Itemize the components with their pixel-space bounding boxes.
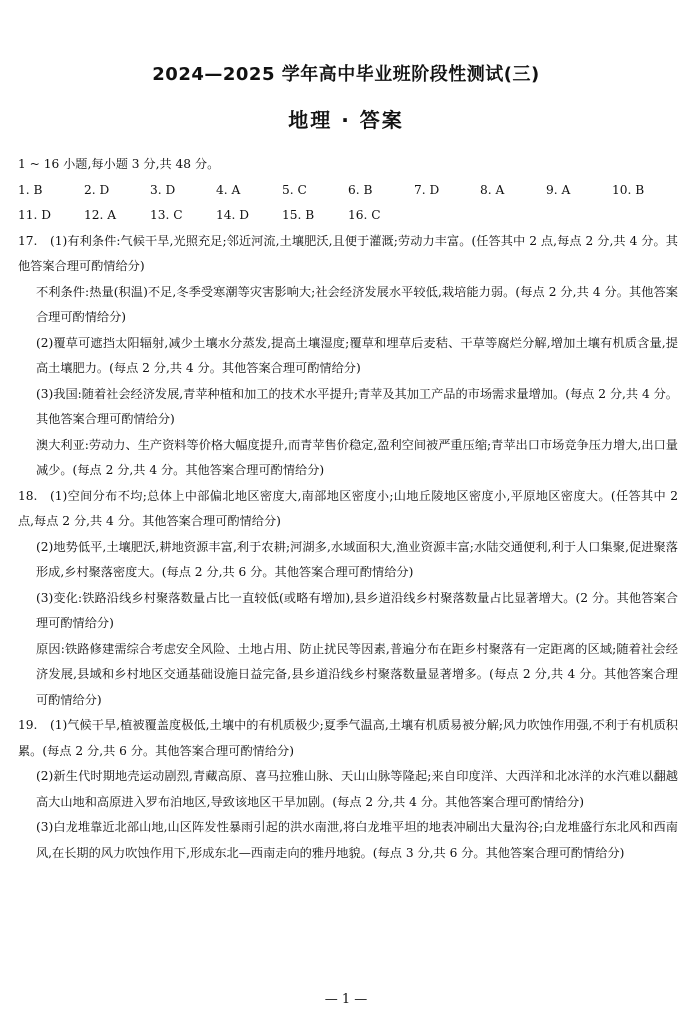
answer-content (18, 152, 678, 866)
question-17 (18, 229, 678, 484)
mc-intro: 1 ~ 16 小题,每小题 3 分,共 48 分。 (18, 157, 220, 171)
mc-answer-grid (18, 178, 678, 229)
question-19-part-2: (2)新生代时期地壳运动剧烈,青藏高原、喜马拉雅山脉、天山山脉等隆起;来自印度洋、大西洋和北冰洋的水汽难以翻越高大山地和高原进入罗布泊地区,导致该地区干旱加剧。(每点 2 分,共 4 分。其他答案合理可酌情给分) (36, 769, 678, 809)
mc-answer: 14. D (216, 208, 250, 222)
mc-answer: 13. C (150, 208, 183, 222)
question-17-part-2: (2)覆草可遮挡太阳辐射,减少土壤水分蒸发,提高土壤湿度;覆草和埋草后麦秸、干草等腐烂分解,增加土壤有机质含量,提高土壤肥力。(每点 2 分,共 4 分。其他答案合理可酌情给分) (36, 335, 678, 375)
mc-answer: 10. B (612, 182, 645, 197)
mc-answer: 9. A (546, 182, 571, 197)
page-number: — 1 — (324, 992, 368, 1007)
page-title: 2024—2025 学年高中毕业班阶段性测试(三) (152, 64, 540, 85)
page-subtitle: 地理 · 答案 (288, 108, 404, 132)
mc-answer: 1. B (18, 182, 43, 197)
mc-answer: 15. B (282, 208, 315, 222)
mc-answer: 11. D (18, 208, 52, 222)
question-18-part-1 (18, 484, 678, 535)
question-number: 17. (18, 233, 38, 248)
mc-answer: 12. A (84, 208, 117, 222)
answer-text: (1)空间分布不均;总体上中部偏北地区密度大,南部地区密度小;山地丘陵地区密度小,平原地区密度大。(任答其中 2 点,每点 2 分,共 4 分。其他答案合理可酌情给分) (18, 488, 678, 528)
question-18-part-2: (2)地势低平,土壤肥沃,耕地资源丰富,利于农耕;河湖多,水域面积大,渔业资源丰富;水陆交通便利,利于人口集聚,促进聚落形成,乡村聚落密度大。(每点 2 分,共 6 分。其他答案合理可酌情给分) (36, 539, 678, 579)
mc-answer: 2. D (84, 182, 110, 197)
mc-answer: 6. B (348, 182, 373, 197)
question-17-disadvantages: 不利条件:热量(积温)不足,冬季受寒潮等灾害影响大;社会经济发展水平较低,栽培能力弱。(每点 2 分,共 4 分。其他答案合理可酌情给分) (36, 284, 678, 324)
question-18 (18, 484, 678, 714)
question-17-part-3-australia: 澳大利亚:劳动力、生产资料等价格大幅度提升,而青苹售价稳定,盈利空间被严重压缩;青苹出口市场竞争压力增大,出口量减少。(每点 2 分,共 4 分。其他答案合理可酌情给分) (36, 437, 678, 477)
question-17-part-3-china: (3)我国:随着社会经济发展,青苹种植和加工的技术水平提升;青苹及其加工产品的市场需求量增加。(每点 2 分,共 4 分。其他答案合理可酌情给分) (36, 386, 678, 426)
question-19-part-1 (18, 713, 678, 764)
answer-text: (1)气候干旱,植被覆盖度极低,土壤中的有机质极少;夏季气温高,土壤有机质易被分解;风力吹蚀作用强,不利于有机质积累。(每点 2 分,共 6 分。其他答案合理可酌情给分) (18, 718, 678, 758)
mc-answer: 8. A (480, 182, 505, 197)
mc-answer: 16. C (348, 208, 381, 222)
question-19-part-3: (3)白龙堆靠近北部山地,山区阵发性暴雨引起的洪水南泄,将白龙堆平坦的地表冲刷出大量沟谷;白龙堆盛行东北风和西南风,在长期的风力吹蚀作用下,形成东北—西南走向的雅丹地貌。(每点 3 分,共 6 分。其他答案合理可酌情给分) (36, 820, 678, 860)
mc-answer: 4. A (216, 182, 241, 197)
mc-answer: 7. D (414, 182, 440, 197)
question-18-part-3-reason: 原因:铁路修建需综合考虑安全风险、土地占用、防止扰民等因素,普遍分布在距乡村聚落有一定距离的区域;随着社会经济发展,县域和乡村地区交通基础设施日益完备,县乡道沿线乡村聚落数量显著增多。(每点 2 分,共 4 分。其他答案合理可酌情给分) (36, 641, 678, 707)
question-19 (18, 713, 678, 866)
question-18-part-3-change: (3)变化:铁路沿线乡村聚落数量占比一直较低(或略有增加),县乡道沿线乡村聚落数量占比显著增大。(2 分。其他答案合理可酌情给分) (36, 590, 678, 630)
question-number: 19. (18, 718, 38, 732)
question-number: 18. (18, 488, 38, 503)
mc-answer: 3. D (150, 182, 176, 197)
mc-answer: 5. C (282, 182, 307, 197)
question-17-part-1 (18, 229, 678, 280)
answer-text: (1)有利条件:气候干旱,光照充足;邻近河流,土壤肥沃,且便于灌溉;劳动力丰富。(任答其中 2 点,每点 2 分,共 4 分。其他答案合理可酌情给分) (18, 233, 678, 273)
